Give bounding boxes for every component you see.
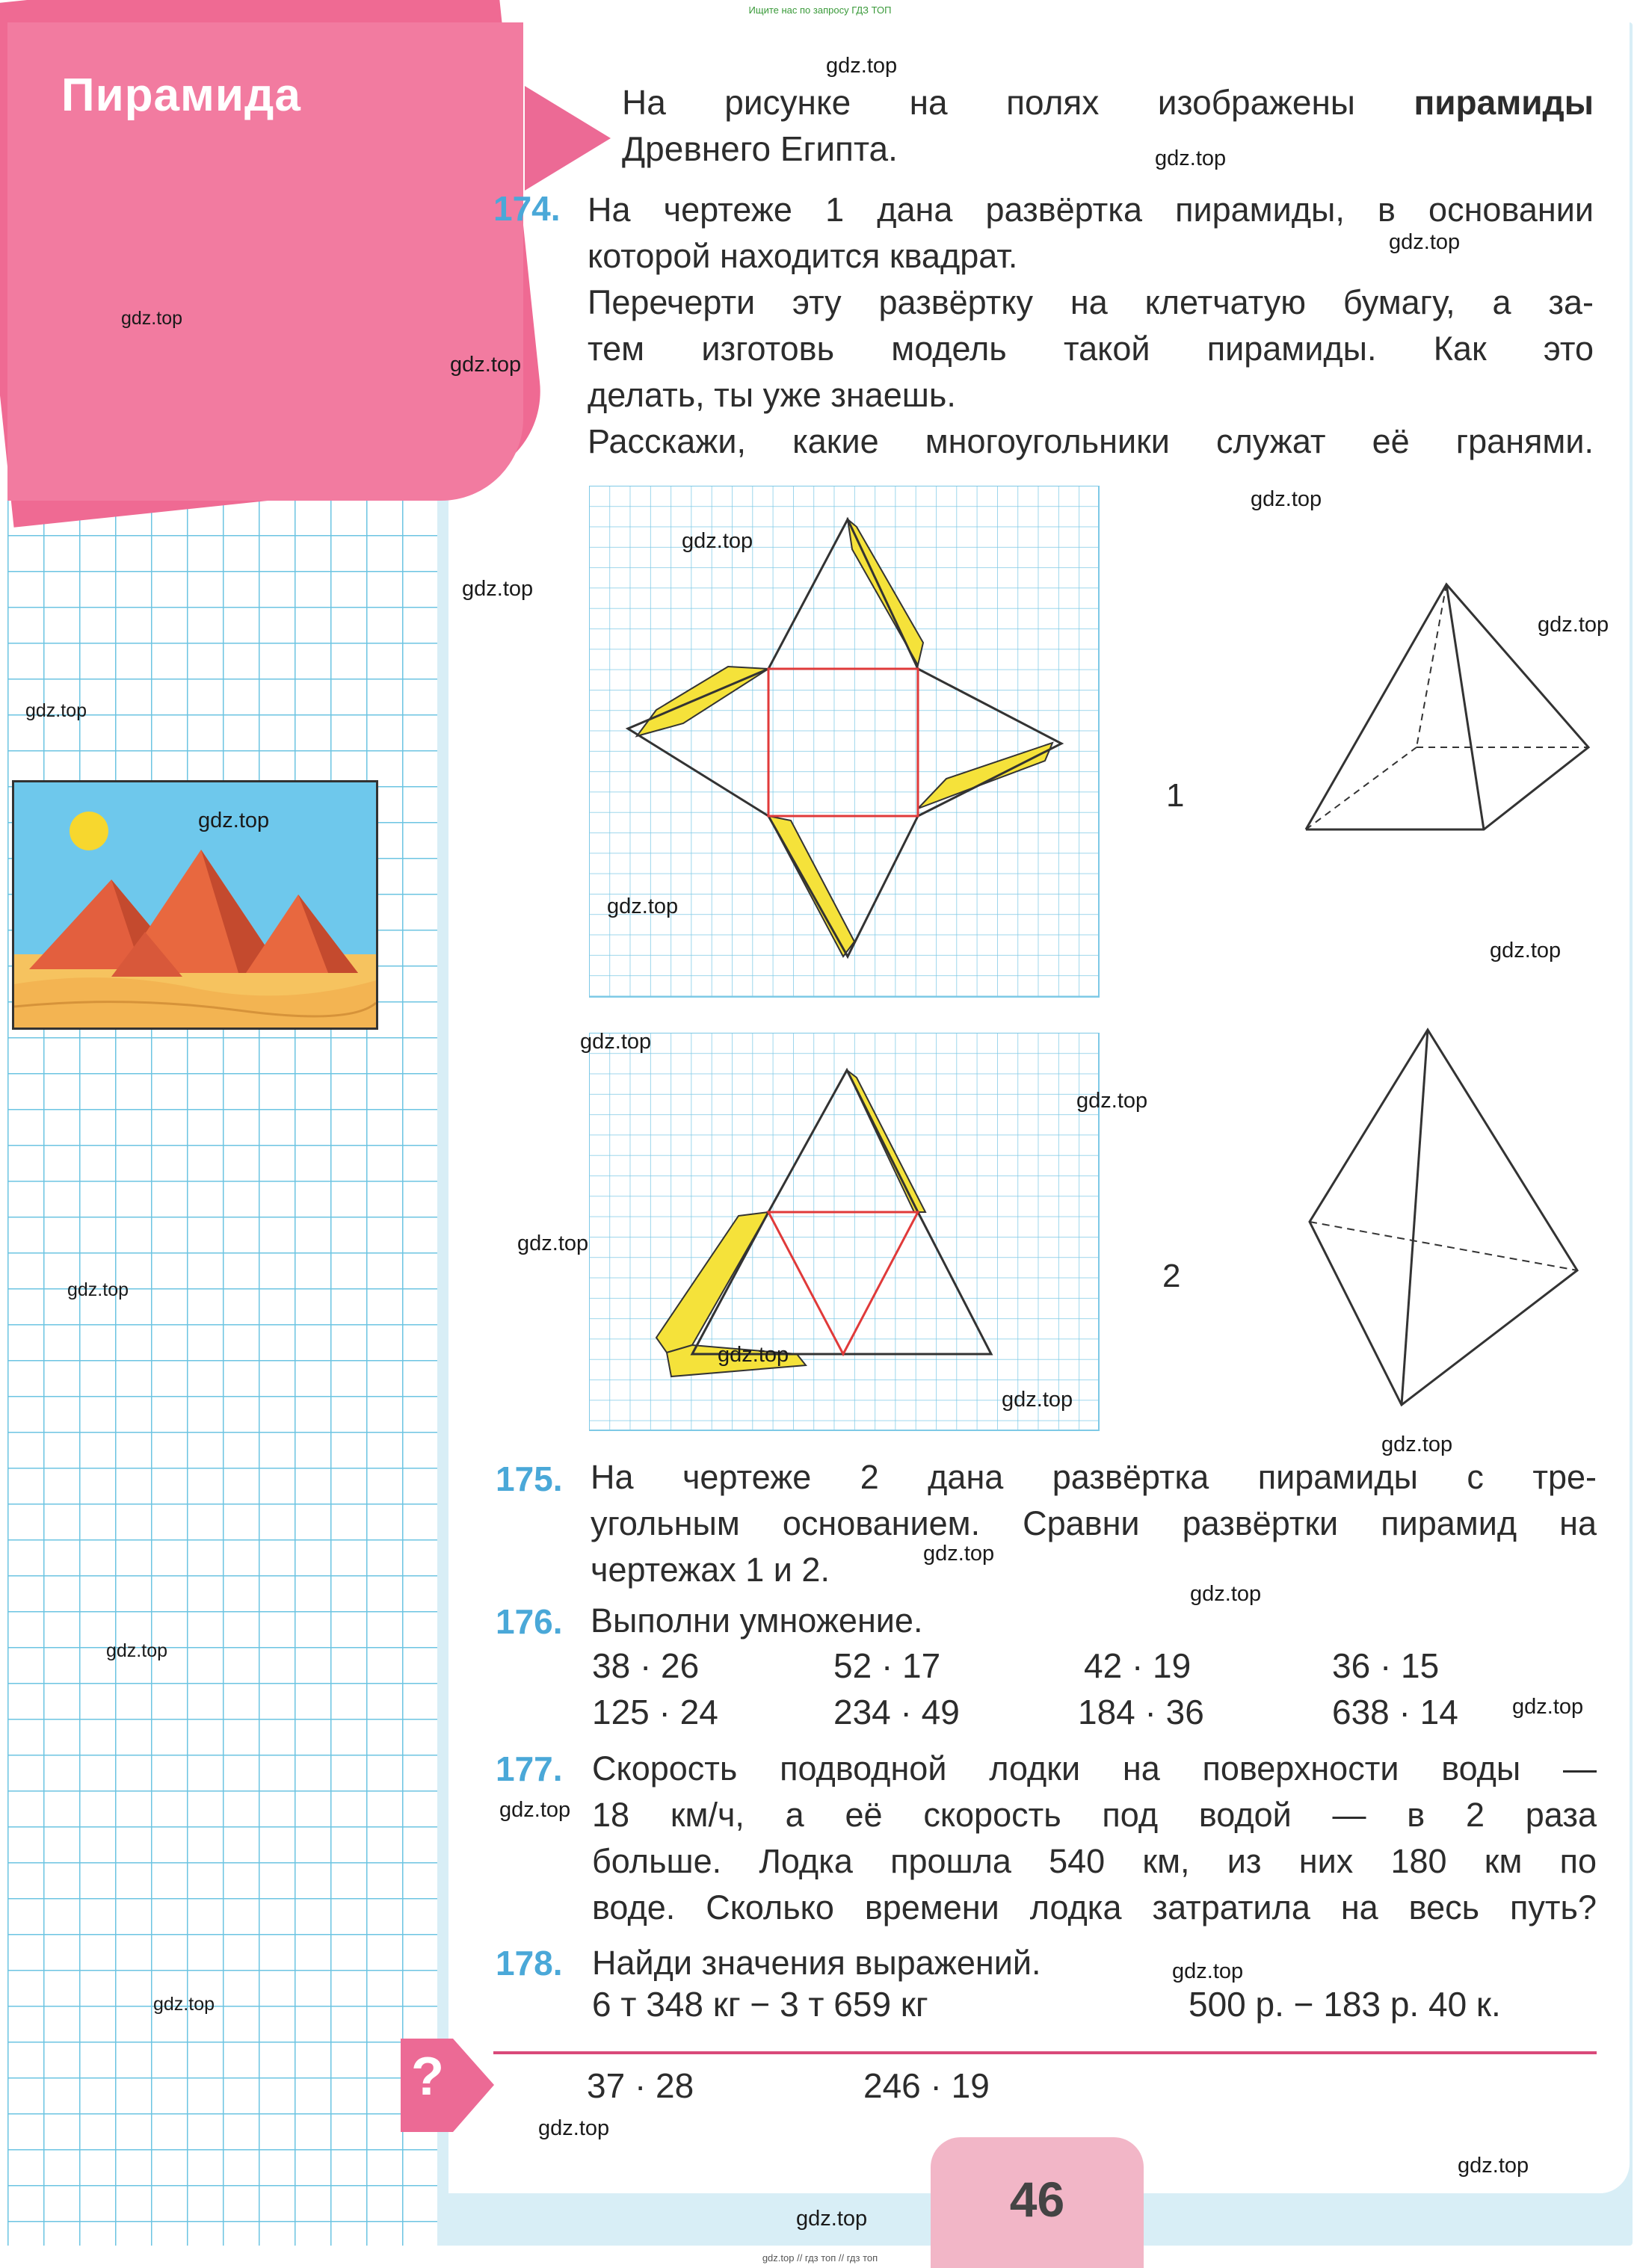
expression: 246 · 19 — [863, 2066, 990, 2105]
task177-number: 177. — [496, 1749, 563, 1788]
watermark: gdz.top — [1458, 2154, 1529, 2178]
intro-line2: Древнего Египта. — [622, 129, 898, 168]
watermark: gdz.top — [450, 353, 522, 377]
task175-line: чертежах 1 и 2. — [591, 1551, 830, 1589]
watermark: gdz.top — [1172, 1959, 1244, 1983]
task178-text: Найди значения выражений. — [592, 1944, 1041, 1982]
mult-expression: 42 · 19 — [1084, 1646, 1192, 1685]
watermark: gdz.top — [1251, 487, 1322, 511]
watermark: gdz.top — [718, 1343, 789, 1367]
task174-number: 174. — [493, 189, 561, 228]
mult-expression: 36 · 15 — [1332, 1646, 1440, 1685]
expression: 37 · 28 — [587, 2066, 694, 2105]
figure-label-1: 1 — [1166, 777, 1185, 814]
watermark: gdz.top — [1155, 146, 1227, 170]
task176-text: Выполни умножение. — [591, 1601, 923, 1640]
mult-expression: 38 · 26 — [592, 1646, 700, 1685]
watermark: gdz.top — [517, 1232, 589, 1255]
task177-line: Скорость подводной лодки на поверхности воды — — [592, 1749, 1597, 1787]
mult-expression: 125 · 24 — [592, 1693, 718, 1731]
watermark: gdz.top — [923, 1542, 995, 1566]
figure-label-2: 2 — [1162, 1258, 1181, 1294]
task174-line: которой находится квадрат. — [588, 237, 1018, 275]
task174-line: тем изготовь модель такой пирамиды. Как это — [588, 330, 1594, 368]
watermark: gdz.top — [796, 2207, 868, 2231]
watermark: gdz.top — [25, 700, 87, 721]
watermark: gdz.top — [826, 54, 898, 78]
watermark: gdz.top — [1002, 1388, 1073, 1412]
watermark: gdz.top — [1381, 1433, 1453, 1456]
task177-line: воде. Сколько времени лодка затратила на весь путь? — [592, 1888, 1597, 1926]
watermark: gdz.top — [1538, 613, 1609, 637]
bottom-note: gdz.top // гдз топ // гдз топ — [762, 2252, 878, 2264]
egypt-pyramids-picture — [12, 780, 378, 1030]
task176-number: 176. — [496, 1602, 563, 1641]
top-note: Ищите нас по запросу ГДЗ ТОП — [748, 4, 892, 16]
watermark: gdz.top — [1389, 230, 1461, 254]
intro-text: На рисунке на полях изображены — [622, 83, 1355, 122]
watermark: gdz.top — [1512, 1695, 1584, 1719]
pyramid-3d-2 — [1301, 1024, 1600, 1412]
watermark: gdz.top — [499, 1798, 571, 1822]
section-title: Пирамида — [61, 69, 301, 121]
task175-line: угольным основанием. Сравни развёртки пирамид на — [591, 1504, 1597, 1542]
watermark: gdz.top — [1076, 1089, 1148, 1113]
task175-number: 175. — [496, 1459, 563, 1498]
task175-line: На чертеже 2 дана развёртка пирамиды с тре- — [591, 1458, 1597, 1496]
mult-expression: 234 · 49 — [833, 1693, 960, 1731]
intro-bold: пирамиды — [1414, 83, 1594, 122]
watermark: gdz.top — [607, 894, 679, 918]
pyramids-illustration — [14, 782, 376, 1028]
watermark: gdz.top — [580, 1030, 652, 1054]
mult-expression: 52 · 17 — [833, 1646, 941, 1685]
task177-line: 18 км/ч, а её скорость под водой — в 2 раза — [592, 1796, 1597, 1834]
intro-arrow-icon — [517, 82, 614, 194]
mult-expression: 638 · 14 — [1332, 1693, 1458, 1731]
watermark: gdz.top — [67, 1279, 129, 1300]
net-figure-2 — [589, 1033, 1100, 1432]
task178-number: 178. — [496, 1944, 563, 1983]
task174-line: Расскажи, какие многоугольники служат её гранями. — [588, 422, 1594, 460]
divider-line — [493, 2051, 1597, 2054]
question-mark: ? — [411, 2047, 444, 2107]
watermark: gdz.top — [1490, 939, 1562, 962]
net-figure-1 — [589, 486, 1100, 998]
mult-expression: 184 · 36 — [1078, 1693, 1204, 1731]
watermark: gdz.top — [538, 2116, 610, 2140]
watermark: gdz.top — [121, 308, 183, 329]
page-number: 46 — [1009, 2172, 1065, 2227]
watermark: gdz.top — [153, 1994, 215, 2015]
task177-line: больше. Лодка прошла 540 км, из них 180 км по — [592, 1842, 1597, 1880]
watermark: gdz.top — [1190, 1582, 1262, 1606]
watermark: gdz.top — [198, 809, 270, 832]
expression: 500 р. − 183 р. 40 к. — [1189, 1985, 1501, 2024]
watermark: gdz.top — [682, 529, 753, 553]
task174-line: делать, ты уже знаешь. — [588, 376, 956, 414]
expression: 6 т 348 кг − 3 т 659 кг — [592, 1985, 928, 2024]
task174-line: Перечерти эту развёртку на клетчатую бумагу, а за- — [588, 283, 1594, 321]
intro-line1 — [622, 79, 1594, 126]
watermark: gdz.top — [462, 577, 534, 601]
task174-line: На чертеже 1 дана развёртка пирамиды, в основании — [588, 191, 1594, 229]
margin-grid — [7, 284, 437, 2246]
watermark: gdz.top — [106, 1640, 168, 1661]
